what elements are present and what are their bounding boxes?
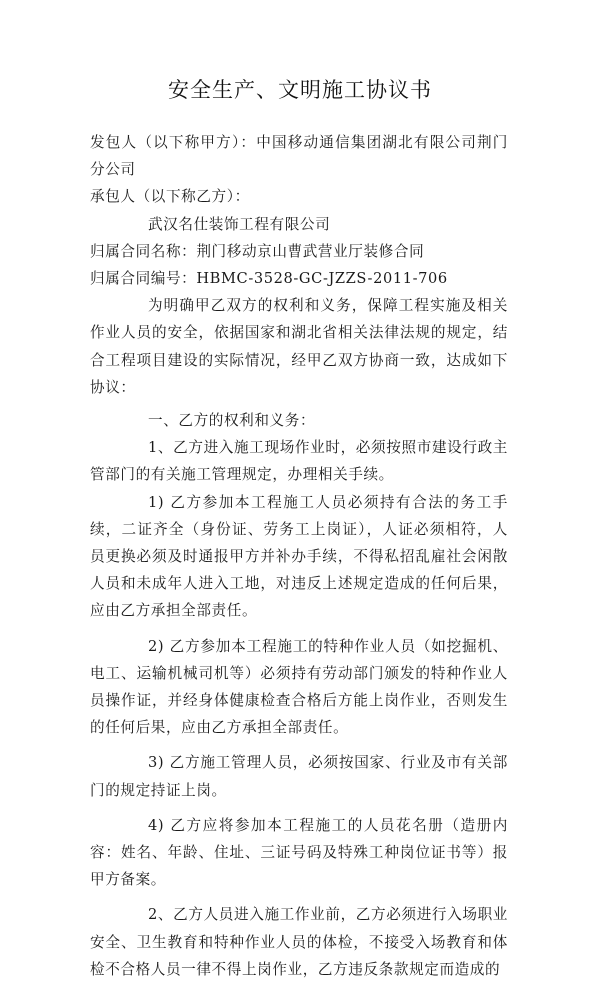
clause-1-2: 2) 乙方参加本工程施工的特种作业人员（如挖掘机、电工、运输机械司机等）必须持有劳动部门颁发的特种作业人员操作证，并经身体健康检查合格后方能上岗作业，否则发生的任何后果，应由乙方承担全部责任。 [90,637,508,737]
clause-1-3: 3) 乙方施工管理人员，必须按国家、行业及市有关部门的规定持证上岗。 [90,754,508,799]
section-heading-1: 一、乙方的权利和义务： [148,412,316,430]
clause-1: 1、乙方进入施工现场作业时，必须按照市建设行政主管部门的有关施工管理规定，办理相关手续。 [90,439,508,484]
contract-name: 归属合同名称：荆门移动京山曹武营业厅装修合同 [90,242,425,260]
party-b-label: 承包人（以下称乙方）： [90,188,250,206]
clause-1-1: 1) 乙方参加本工程施工人员必须持有合法的务工手续，二证齐全（身份证、劳务工上岗证），人证必须相符，人员更换必须及时通报甲方并补办手续，不得私招乱雇社会闲散人员和未成年人进入工地，对违反上述规定造成的任何后果，应由乙方承担全部责任。 [90,493,508,620]
clause-2: 2、乙方人员进入施工作业前，乙方必须进行入场职业安全、卫生教育和特种作业人员的体检，不接受入场教育和体检不合格人员一律不得上岗作业，乙方违反条款规定而造成的 [90,906,508,978]
contract-number: 归属合同编号：HBMC-3528-GC-JZZS-2011-706 [90,270,448,288]
party-a: 发包人（以下称甲方）：中国移动通信集团湖北有限公司荆门分公司 [90,134,508,179]
clause-1-4: 4) 乙方应将参加本工程施工的人员花名册（造册内容：姓名、年龄、住址、三证号码及特殊工种岗位证书等）报甲方备案。 [90,816,508,889]
intro-paragraph: 为明确甲乙双方的权利和义务，保障工程实施及相关作业人员的安全，依据国家和湖北省相关法律法规的规定，结合工程项目建设的实际情况，经甲乙双方协商一致，达成如下协议： [90,297,508,396]
document-body [90,129,508,983]
party-b-name: 武汉名仕装饰工程有限公司 [148,215,331,233]
document-title: 安全生产、文明施工协议书 [168,78,432,102]
